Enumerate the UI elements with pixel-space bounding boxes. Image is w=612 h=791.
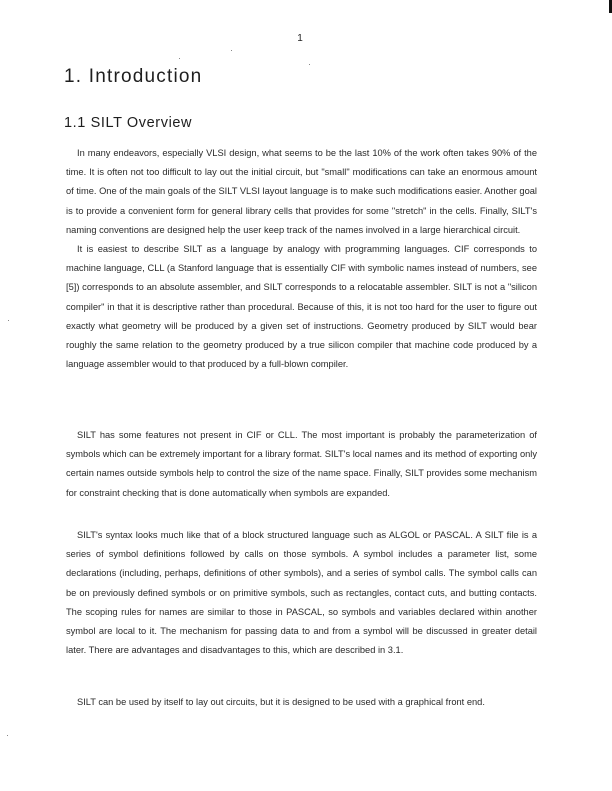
paragraph-3 bbox=[66, 426, 537, 503]
paragraph-4 bbox=[66, 526, 537, 660]
scan-speck bbox=[179, 58, 180, 59]
page-number: 1 bbox=[297, 33, 303, 44]
paragraph-text: SILT can be used by itself to lay out circuits, but it is designed to be used with a graphical front end. bbox=[77, 697, 485, 707]
scan-speck bbox=[8, 320, 9, 321]
scan-speck bbox=[309, 64, 310, 65]
paragraph-text: SILT's syntax looks much like that of a block structured language such as ALGOL or PASCAL. A SILT file is a series of symbol definitions followed by calls on those symbols. A symbol includes a parameter list, some declarations (including, perhaps, definitions of other symbols), and a series of symbol calls. The symbol calls can be on previously defined symbols or on primitive symbols, such as rectangles, contact cuts, and butting contacts. The scoping rules for names are similar to those in PASCAL, so symbols and variables declared within another symbol are local to it. The mechanism for passing data to and from a symbol will be discussed in greater detail later. There are advantages and disadvantages to this, which are described in 3.1. bbox=[66, 530, 537, 656]
paragraph-text: In many endeavors, especially VLSI design, what seems to be the last 10% of the work often takes 90% of the time. It is often not too difficult to lay out the initial circuit, but "small" modifications can take an enormous amount of time. One of the main goals of the SILT VLSI layout language is to make such modifications easier. Another goal is to provide a convenient form for general library cells that provides for some "stretch" in the cells. Finally, SILT's naming conventions are designed help the user keep track of the names involved in a large hierarchical circuit. bbox=[66, 148, 537, 235]
scan-speck bbox=[231, 50, 232, 51]
paragraph-1 bbox=[66, 144, 537, 240]
scan-speck bbox=[7, 735, 8, 736]
paragraph-text: SILT has some features not present in CIF or CLL. The most important is probably the parameterization of symbols which can be extremely important for a library format. SILT's local names and its method of exporting only certain names outside symbols help to control the size of the name space. Finally, SILT provides some mechanism for constraint checking that is done automatically when symbols are expanded. bbox=[66, 430, 537, 498]
paragraph-5 bbox=[66, 693, 537, 712]
section-title: 1.1 SILT Overview bbox=[64, 115, 193, 131]
paragraph-2 bbox=[66, 240, 537, 374]
paragraph-text: It is easiest to describe SILT as a language by analogy with programming languages. CIF corresponds to machine language, CLL (a Stanford language that is essentially CIF with symbolic names instead of numbers, see [5]) corresponds to an absolute assembler, and SILT corresponds to a relocatable assembler. SILT is not a "silicon compiler" in that it is descriptive rather than procedural. Because of this, it is not too hard for the user to figure out exactly what geometry will be produced by a given set of instructions. Geometry produced by SILT would bear roughly the same relation to the geometry produced by a true silicon compiler that machine code produced by a language assembler would to that produced by a full-blown compiler. bbox=[66, 244, 537, 370]
chapter-title: 1. Introduction bbox=[64, 66, 203, 87]
